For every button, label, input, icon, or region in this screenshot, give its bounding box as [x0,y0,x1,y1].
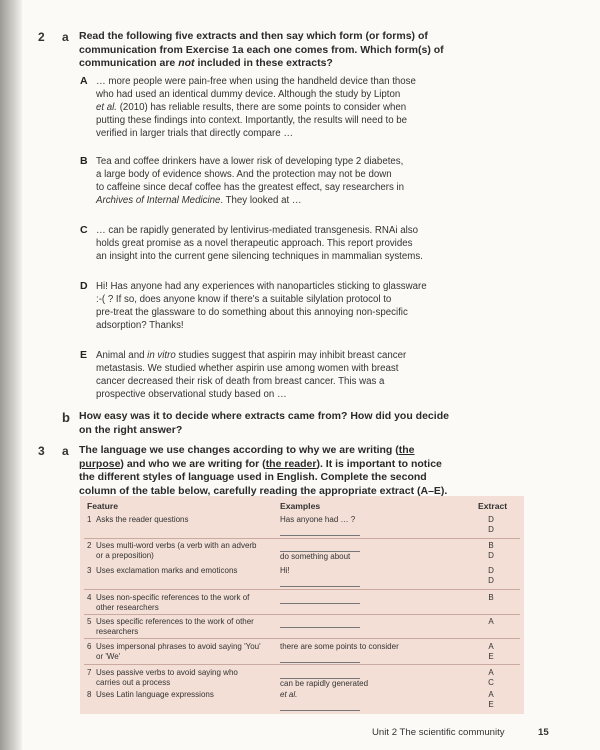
instruction-line: communication from Exercise 1a each one comes from. Which form(s) of [79,43,444,56]
extract-letter: D [488,551,494,560]
extract-b-text: Tea and coffee drinkers have a lower risk of developing type 2 diabetes, a large body of evidence shows. And the protection may not be down to caffeine since decaf coffee has the greatest effect, say researchers in Archives of Internal Medicine. They looked at … [96,156,405,206]
extract-b-label: B [80,155,88,167]
extract-letter: D [488,515,494,524]
extract-e-label: E [80,349,88,361]
extract-letter: A [488,690,494,699]
extract-letter: A [488,642,494,651]
instruction-line: Read the following five extracts and then say which form (or forms) of [79,30,428,42]
extract-c-text: … can be rapidly generated by lentivirus-mediated transgenesis. RNAi also holds great promise as a novel therapeutic approach. This report provides an insight into the current gene silencing techniques in mammalian systems. [96,225,423,262]
answer-blank[interactable] [280,662,360,663]
extract-letter: E [488,652,494,661]
answer-blank[interactable] [280,627,360,628]
instruction-line: communication are not included in these extracts? [79,57,333,69]
extract-letter: E [488,700,494,709]
extract-a-label: A [80,75,88,87]
extract-d-label: D [80,280,88,292]
question-2b-instruction: How easy was it to decide where extracts came from? How did you decide on the right answer? [79,410,449,436]
answer-blank[interactable] [280,535,360,536]
extract-letter: A [488,668,494,677]
example-value: can be rapidly generated [280,679,369,688]
answer-blank[interactable] [280,586,360,587]
example-value: et al. [280,690,298,699]
example-value: do something about [280,552,351,561]
book-spine-shadow [0,0,22,750]
extract-c-label: C [80,224,88,236]
example-value: Has anyone had … ? [280,515,356,524]
extract-d-text: Hi! Has anyone had any experiences with nanoparticles sticking to glassware :-( ? If so, does anyone know if there's a suitable silylation protocol to pre-treat the glassware to do something about this annoying non-specific adsorption? Thanks! [96,281,427,331]
example-value: there are some points to consider [280,642,399,651]
extract-letter: B [488,541,494,550]
extract-letter: B [488,593,494,602]
footer-unit-title: Unit 2 The scientific community [372,727,505,738]
extract-letter: D [488,525,494,534]
question-2-number: 2 [38,30,45,44]
extract-e-text: Animal and in vitro studies suggest that aspirin may inhibit breast cancer metastasis. We studied whether aspirin use among women with breast cancer decreased their risk of death from breast cancer. This was a prospective observational study based on … [96,350,407,400]
extract-letter: C [488,678,494,687]
extract-letter: A [488,617,494,626]
question-2b-letter: b [62,410,70,425]
header-examples: Examples [280,501,321,511]
question-3-number: 3 [38,444,45,458]
page-number: 15 [538,727,549,738]
question-2a-instruction [79,30,519,71]
extract-letter: D [488,566,494,575]
answer-blank[interactable] [280,603,360,604]
question-3a-instruction: The language we use changes according to why we are writing (the purpose) and who we are writing for (the reader). It is important to notice the different styles of language used in English. Complete the second column of the table below, carefully reading the appropriate extract (A–E). [79,444,448,497]
answer-blank[interactable] [280,710,360,711]
question-2a-letter: a [62,30,69,44]
extract-letter: D [488,576,494,585]
header-feature: Feature [87,501,119,511]
question-3a-letter: a [62,444,69,458]
example-value: Hi! [280,566,290,575]
language-features-table: Feature Examples Extract 1 Asks the reader questions Has anyone had … ? D D 2 Uses multi-word verbs (a verb with an adverb or a preposition) do something about B D 3 Uses exclamation marks and emoticons Hi! D D 4 Uses non-specific references to the work of other researchers B 5 Uses specific references to the work of other researchers A 6 Uses impersonal phrases to avoid saying 'You' or 'We' there are some points to consider A E 7 Uses passive verbs to avoid saying who carries out a process can be rapidly generated A C 8 Uses Latin language expressions et al. A E [80,496,524,714]
header-extract: Extract [478,501,508,511]
extract-a-text: … more people were pain-free when using the handheld device than those who had used an identical dummy device. Although the study by Lipton et al. (2010) has reliable results, there are some points to consider when putting these findings into context. Importantly, the results will need to be verified in larger trials that directly compare … [96,76,416,139]
